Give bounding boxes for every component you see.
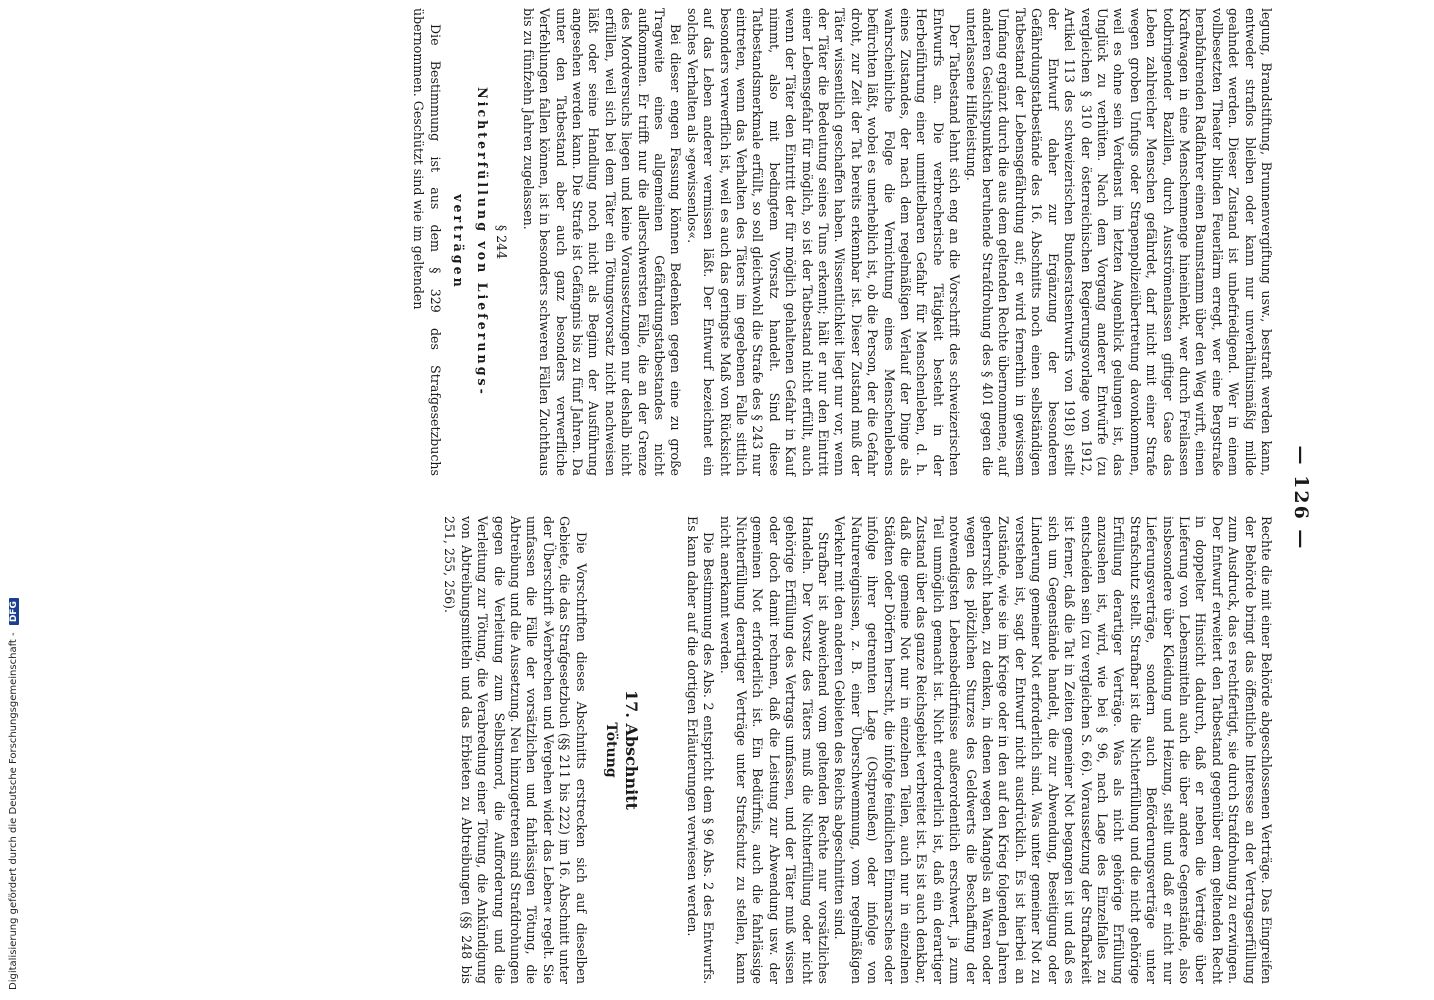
section-heading-line-2: verträgen [450, 194, 466, 290]
chapter-subtitle: Tötung [602, 722, 619, 778]
page-number: — 126 — [1290, 445, 1312, 551]
paragraph: Die Bestimmung ist aus dem § 329 des Strafgesetzbuchs übernommen. Geschützt sind wie im geltenden [411, 8, 443, 476]
digitization-credit [8, 598, 19, 990]
left-column [410, 8, 1274, 476]
right-column [441, 516, 1274, 984]
credit-text: Digitalisierung gefördert durch die Deutsche Forschungsgemeinschaft - [8, 632, 19, 990]
paragraph: Bei dieser engen Fassung können Bedenken gegen eine zu große Tragweite eines allgemeinen Gefährdungstatbestandes nicht aufkommen. Er trifft nur die allerschwersten Fälle, die an der Grenze des Mordversuchs liegen und keine Voraussetzungen nur deshalb nicht erfüllen, weil sich bei dem Täter ein Tötungsvorsatz nicht nachweisen läßt oder seine Handlung noch nicht als Beginn der Ausführung angesehen werden kann. Die Strafe ist Gefängnis bis zu fünf Jahren. Da unter den Tatbestand aber auch ganz besonders verwerfliche Verfehlungen fallen können, ist in besonders schweren Fällen Zuchthaus bis zu fünfzehn Jahren zugelassen. [520, 8, 684, 476]
paragraph: legung, Brandstiftung, Brunnenvergiftung usw., bestraft werden kann, entweder straflos bleiben oder kann nur unverhältnismäßig milde geahndet werden. Dieser Zustand ist unbefriedigend. Wer in einem vollbesetzten Theater blinden Feuerlärm erregt, wer eine Bergstraße herabfahrenden Radfahrer einen Baumstamm über den Weg wirft, einen Kraftwagen in eine Menschenmenge hineinlenkt, wer durch Freilassen todbringender Bazillen, durch Ausströmenlassen giftiger Gase das Leben zahlreicher Menschen gefährdet, darf nicht mit einer Strafe wegen groben Unfugs oder Strapenpolizeiübertretung davonkommen, weil es ohne sein Verdienst im letzten Augenblick gelungen ist, das Unglück zu verhüten. Nach dem Vorgang anderer Entwürfe (zu vergleichen § 310 der österreichischen Regierungsvorlage von 1912, Artikel 113 des schweizerischen Bundesratsentwurfs von 1918) stellt der Entwurf daher zur Ergänzung der besonderen Gefährdungstatbestände des 16. Abschnitts noch einen selbständigen Tatbestand der Lebensgefährdung auf; er wird fernerhin in gewissem Umfang ergänzt durch die aus dem geltenden Rechte übernommene, auf anderen Gesichtspunkten beruhende Strafdrohung des § 401 gegen die unterlassene Hilfeleistung. [963, 8, 1274, 476]
paragraph: Die Vorschriften dieses Abschnitts erstrecken sich auf dieselben Gebiete, die das Strafgesetzbuch (§§ 211 bis 222) im 16. Abschnitt unter der Überschrift »Verbrechen und Vergehen wider das Leben« regelt. Sie umfassen die Fälle der vorsätzlichen und fahrlässigen Tötung, die Abtreibung und die Aussetzung. Neu hinzugetreten sind Strafdrohungen gegen die Verleitung zum Selbstmord, die Aufforderung und die Verleitung zur Tötung, die Verabredung einer Tötung, die Ankündigung von Abtreibungsmitteln und das Erbieten zu Abtreibungen (§§ 248 bis 251, 255, 256). [442, 516, 589, 984]
dfg-logo: DFG [9, 598, 19, 625]
section-number: § 244 [494, 224, 510, 260]
paragraph: Die Bestimmung des Abs. 2 entspricht dem § 96 Abs. 2 des Entwurfs. Es kann daher auf die dortigen Erläuterungen verwiesen werden. [684, 516, 717, 984]
section-heading-line-1: Nichterfüllung von Lieferungs- [474, 87, 490, 397]
paragraph: Strafbar ist abweichend vom geltenden Rechte nur vorsätzliches Handeln. Der Vorsatz des Täters muß die Nichterfüllung oder nicht gehörige Erfüllung des Vertrags umfassen, und der Täter muß wissen oder doch damit rechnen, daß die Leistung zur Abwendung usw. der gemeinen Not erforderlich ist. Ein Bedürfnis, auch die fahrlässige Nichterfüllung derartiger Verträge unter Strafschutz zu stellen, kann nicht anerkannt werden. [717, 516, 832, 984]
chapter-title: 17. Abschnitt [622, 690, 642, 810]
paragraph: Rechte die mit einer Behörde abgeschlossenen Verträge. Das Eingreifen der Behörde bringt das öffentliche Interesse an der Vertragserfüllung zum Ausdruck, das es rechtfertigt, sie durch Strafdrohung zu erzwingen. Der Entwurf erweitert den Tatbestand gegenüber dem geltenden Recht in doppelter Hinsicht dadurch, daß er neben die Verträge über Lieferung von Lebensmitteln auch die über andere Gegenstände, also insbesondere über Kleidung und Heizung, stellt und daß er nicht nur Lieferungsverträge, sondern auch Beförderungsverträge unter Strafschutz stellt. Strafbar ist die Nichterfüllung und die nicht gehörige Erfüllung derartiger Verträge. Was als nicht gehörige Erfüllung anzusehen ist, wird, wie bei § 96, nach Lage des Einzelfalles zu entscheiden sein (zu vergleichen S. 66). Voraussetzung der Strafbarkeit ist ferner, daß die Tat in Zeiten gemeiner Not begangen ist und daß es sich um Gegenstände handelt, die zur Abwendung, Beseitigung oder Linderung gemeiner Not erforderlich sind. Was unter gemeiner Not zu verstehen ist, sagt der Entwurf nicht ausdrücklich. Es ist hierbei an Zustände, wie sie im Kriege oder in den auf den Krieg folgenden Jahren geherrscht haben, zu denken, in denen wegen Mangels an Waren oder wegen des plötzlichen Sturzes des Geldwerts die Beschaffung der notwendigsten Lebensbedürfnisse außerordentlich erschwert, ja zum Teil unmöglich gemacht ist. Nicht erforderlich ist, daß ein derartiger Zustand über das ganze Reichsgebiet verbreitet ist. Es ist auch denkbar, daß die gemeine Not nur in einzelnen Teilen, auch nur in einzelnen Städten oder Dörfern herrscht, die infolge feindlichen Einmarsches oder infolge ihrer getrennten Lage (Ostpreußen) oder infolge von Naturereignissen, z. B. einer Überschwemmung, vom regelmäßigen Verkehr mit den anderen Gebieten des Reichs abgeschnitten sind. [832, 516, 1274, 984]
paragraph: Der Tatbestand lehnt sich eng an die Vorschrift des schweizerischen Entwurfs an. Die verbrecherische Tätigkeit besteht in der Herbeiführung einer unmittelbaren Gefahr für Menschenleben, d. h. eines Zustandes, der nach dem regelmäßigen Verlauf der Dinge als wahrscheinliche Folge die Vernichtung eines Menschenlebens befürchten läßt, wobei es unerheblich ist, ob die Person, der die Gefahr droht, zur Zeit der Tat bereits erkennbar ist. Dieser Zustand muß der Täter wissentlich geschaffen haben. Wissentlichkeit liegt nur vor, wenn der Täter die Bedeutung seines Tuns erkennt; hält er nur den Eintritt einer Lebensgefahr für möglich, so ist der Tatbestand nicht erfüllt, auch wenn der Täter den Eintritt der für möglich gehaltenen Gefahr in Kauf nimmt, also mit bedingtem Vorsatz handelt. Sind diese Tatbestandsmerkmale erfüllt, so soll gleichwohl die Strafe des § 243 nur eintreten, wenn das Verhalten des Täters im gegebenen Falle sittlich besonders verwerflich ist, weil es auch das geringste Maß von Rücksicht auf das Leben anderer vermissen läßt. Der Entwurf bezeichnet ein solches Verhalten als »gewissenlos«. [684, 8, 963, 476]
document-page [132, 8, 1312, 988]
